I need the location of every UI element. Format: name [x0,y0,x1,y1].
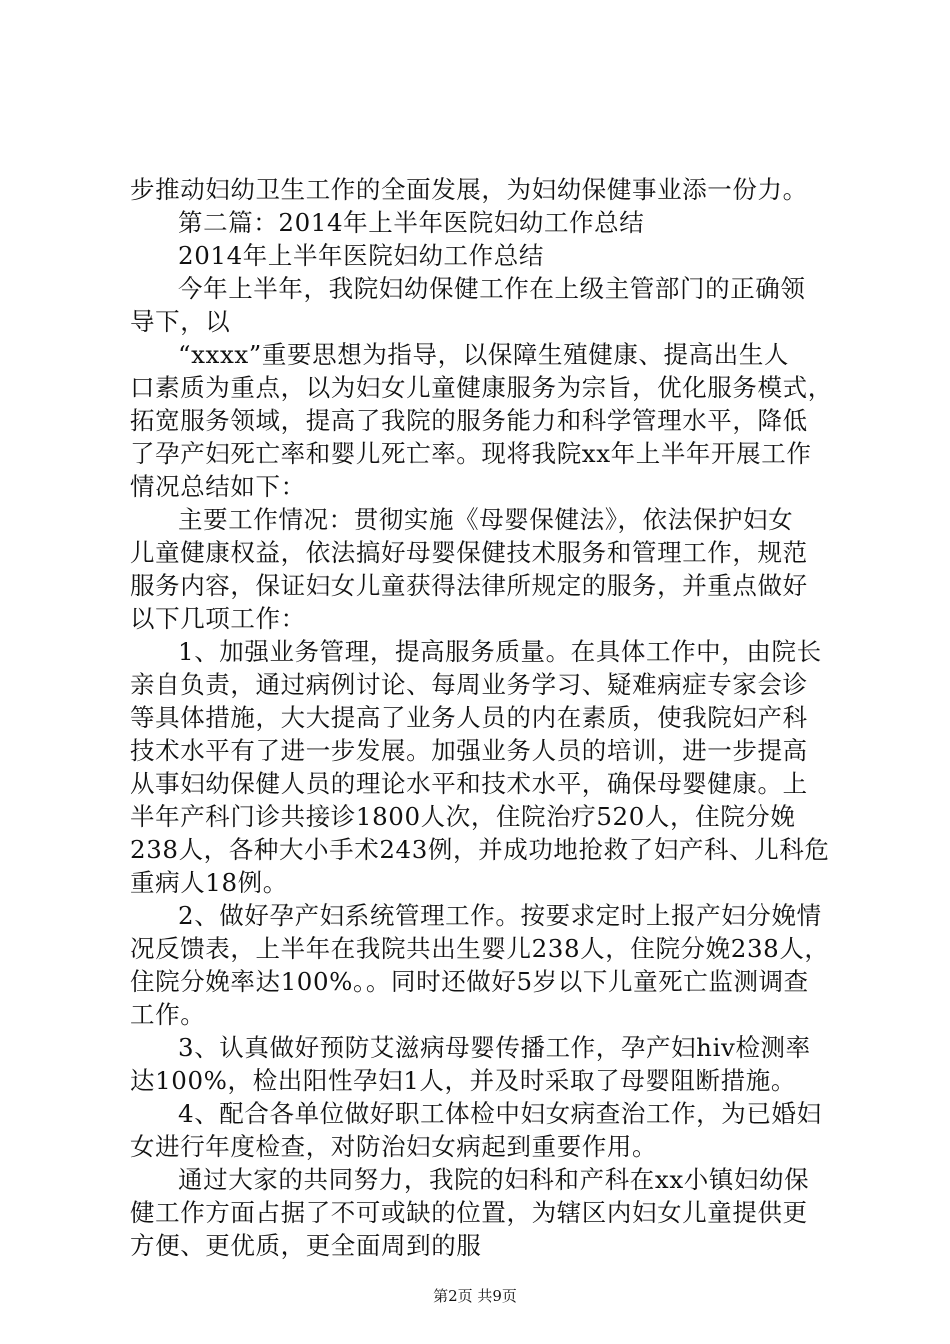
text-line: 拓宽服务领域，提高了我院的服务能力和科学管理水平，降低 [130,406,808,435]
text-line: 达100%，检出阳性孕妇1人，并及时采取了母婴阻断措施。 [130,1066,796,1095]
section-heading: 第二篇：2014年上半年医院妇幼工作总结 [178,208,645,237]
text-line: 导下，以 [130,307,231,336]
text-line: 以下几项工作： [130,604,306,633]
page-number-footer: 第2页 共9页 [433,1287,517,1305]
text-line: 儿童健康权益，依法搞好母婴保健技术服务和管理工作，规范 [130,538,808,567]
text-line: 住院分娩率达100%。。同时还做好5岁以下儿童死亡监测调查 [130,967,809,996]
text-line: 2、做好孕产妇系统管理工作。按要求定时上报产妇分娩情 [178,901,822,930]
text-line: 从事妇幼保健人员的理论水平和技术水平，确保母婴健康。上 [130,769,808,798]
text-line: 健工作方面占据了不可或缺的位置，为辖区内妇女儿童提供更 [130,1198,808,1227]
text-line: 通过大家的共同努力，我院的妇科和产科在xx小镇妇幼保 [178,1165,810,1194]
document-title: 2014年上半年医院妇幼工作总结 [178,241,544,270]
text-line: 情况总结如下： [130,472,306,501]
text-line: 技术水平有了进一步发展。加强业务人员的培训，进一步提高 [130,736,808,765]
text-line: 女进行年度检查，对防治妇女病起到重要作用。 [130,1132,658,1161]
text-line: 工作。 [130,1000,206,1029]
text-line: 238人，各种大小手术243例，并成功地抢救了妇产科、儿科危 [130,835,830,864]
text-line: 了孕产妇死亡率和婴儿死亡率。现将我院xx年上半年开展工作 [130,439,812,468]
text-line: 主要工作情况：贯彻实施《母婴保健法》，依法保护妇女 [178,505,794,534]
text-line: 4、配合各单位做好职工体检中妇女病查治工作，为已婚妇 [178,1099,822,1128]
text-line: 重病人18例。 [130,868,288,897]
text-line: 况反馈表，上半年在我院共出生婴儿238人，住院分娩238人， [130,934,830,963]
text-line: 半年产科门诊共接诊1800人次，住院治疗520人，住院分娩 [130,802,796,831]
text-line: 3、认真做好预防艾滋病母婴传播工作，孕产妇hiv检测率 [178,1033,811,1062]
text-line: 等具体措施，大大提高了业务人员的内在素质，使我院妇产科 [130,703,808,732]
text-line: 口素质为重点，以为妇女儿童健康服务为宗旨，优化服务模式， [130,373,833,402]
text-line: 1、加强业务管理，提高服务质量。在具体工作中，由院长 [178,637,822,666]
text-line: 亲自负责，通过病例讨论、每周业务学习、疑难病症专家会诊 [130,670,808,699]
text-line: 步推动妇幼卫生工作的全面发展，为妇幼保健事业添一份力。 [130,175,808,204]
text-line: 服务内容，保证妇女儿童获得法律所规定的服务，并重点做好 [130,571,808,600]
text-line: “xxxx”重要思想为指导，以保障生殖健康、提高出生人 [178,340,790,369]
text-line: 今年上半年，我院妇幼保健工作在上级主管部门的正确领 [178,274,806,303]
text-line: 方便、更优质，更全面周到的服 [130,1231,482,1260]
